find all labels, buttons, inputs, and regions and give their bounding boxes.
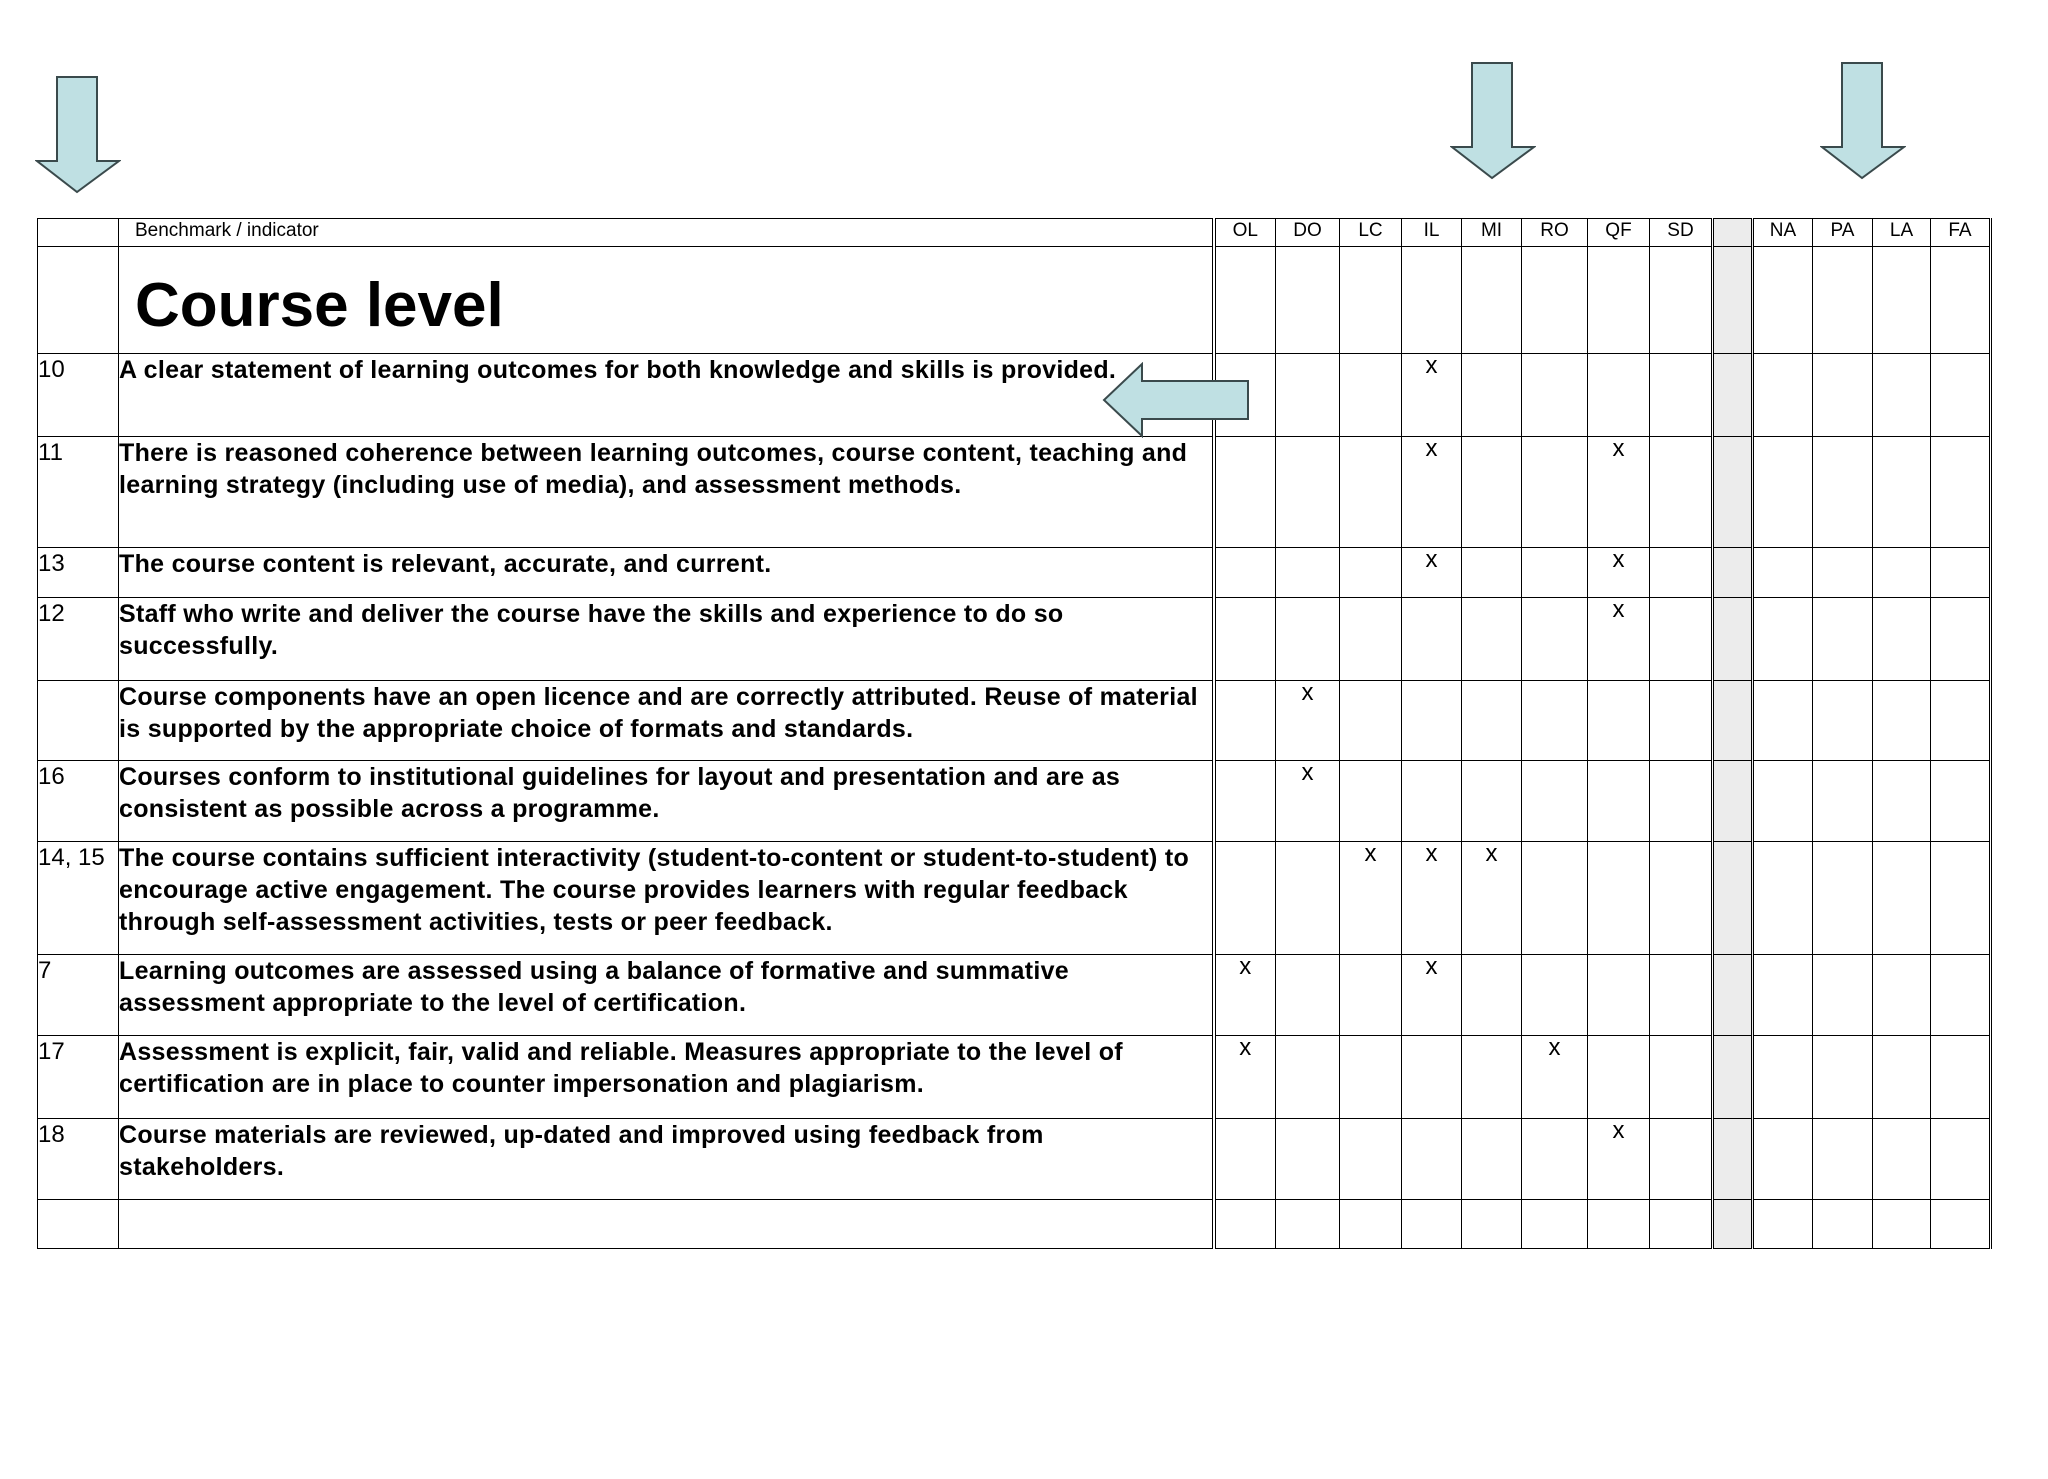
header-row [38,219,1991,247]
indicator-number [38,1200,119,1249]
mark-cell [1522,354,1588,437]
indicator-number: 7 [38,955,119,1036]
mark-cell [1340,761,1402,842]
table-row [38,1200,1991,1249]
column-header: FA [1931,219,1991,247]
mark-cell [1340,354,1402,437]
mark-cell: x [1340,842,1402,955]
mark-cell [1873,955,1931,1036]
section-title-cell [119,247,1214,354]
mark-cell [1522,761,1588,842]
mark-cell [1214,1119,1276,1200]
mark-cell: x [1276,681,1340,761]
mark-cell [1522,955,1588,1036]
mark-cell [1402,681,1462,761]
indicator-number: 13 [38,548,119,598]
mark-cell [1753,598,1813,681]
table-row [38,437,1991,548]
mark-cell [1340,1119,1402,1200]
mark-cell [1276,437,1340,548]
mark-cell [1813,548,1873,598]
arrow-down-icon [35,76,121,194]
mark-cell [1873,1119,1931,1200]
mark-cell [1214,437,1276,548]
section-title: Course level [135,271,504,340]
indicator-number: 10 [38,354,119,437]
separator-column [1713,1036,1753,1119]
separator-column [1713,548,1753,598]
mark-cell: x [1462,842,1522,955]
indicator-number: 16 [38,761,119,842]
mark-cell [1873,354,1931,437]
mark-cell [1931,681,1991,761]
mark-cell [1214,1200,1276,1249]
mark-cell [1522,1119,1588,1200]
column-header: QF [1588,219,1650,247]
mark-cell [1650,1036,1713,1119]
mark-cell [1462,1200,1522,1249]
mark-cell [1462,1119,1522,1200]
mark-cell [1650,548,1713,598]
mark-cell [1276,1119,1340,1200]
mark-cell: x [1402,955,1462,1036]
empty-cell [1931,247,1991,354]
mark-cell [1522,681,1588,761]
table-row [38,955,1991,1036]
mark-cell: x [1588,1119,1650,1200]
mark-cell [1650,437,1713,548]
column-header: SD [1650,219,1713,247]
empty-cell [1813,247,1873,354]
mark-cell [1753,681,1813,761]
mark-cell [1402,761,1462,842]
mark-cell [1462,548,1522,598]
mark-cell [1214,842,1276,955]
table-row [38,548,1991,598]
mark-cell [1931,354,1991,437]
mark-cell [1402,1200,1462,1249]
indicator-number: 11 [38,437,119,548]
indicator-number: 17 [38,1036,119,1119]
mark-cell: x [1588,437,1650,548]
mark-cell [1873,1200,1931,1249]
empty-cell [38,247,119,354]
mark-cell [1462,598,1522,681]
column-header: DO [1276,219,1340,247]
indicator-description: Course components have an open licence and are correctly attributed. Reuse of material is supported by the appropriate choice of formats and standards. [119,681,1214,761]
mark-cell: x [1402,842,1462,955]
mark-cell: x [1402,548,1462,598]
mark-cell [1931,842,1991,955]
mark-cell [1340,681,1402,761]
mark-cell [1522,842,1588,955]
mark-cell: x [1402,354,1462,437]
table-row [38,1119,1991,1200]
mark-cell: x [1214,1036,1276,1119]
mark-cell [1340,1036,1402,1119]
mark-cell [1931,955,1991,1036]
empty-cell [1214,247,1276,354]
empty-cell [1522,247,1588,354]
indicator-number: 12 [38,598,119,681]
mark-cell [1813,681,1873,761]
empty-cell [1650,247,1713,354]
mark-cell [1873,681,1931,761]
empty-cell [1402,247,1462,354]
mark-cell [1276,598,1340,681]
mark-cell [1462,761,1522,842]
mark-cell [1462,437,1522,548]
mark-cell [1650,955,1713,1036]
mark-cell [1402,1036,1462,1119]
indicator-number: 14, 15 [38,842,119,955]
mark-cell [1813,598,1873,681]
mark-cell [1588,955,1650,1036]
mark-cell [1650,1200,1713,1249]
mark-cell [1873,437,1931,548]
mark-cell [1214,761,1276,842]
column-header: LA [1873,219,1931,247]
table-row [38,598,1991,681]
mark-cell [1813,1200,1873,1249]
mark-cell [1873,548,1931,598]
mark-cell [1650,842,1713,955]
mark-cell [1276,842,1340,955]
mark-cell [1873,1036,1931,1119]
mark-cell [1931,437,1991,548]
separator-column [1713,437,1753,548]
num-header-cell [38,219,119,247]
empty-cell [1588,247,1650,354]
mark-cell [1522,548,1588,598]
mark-cell [1753,548,1813,598]
mark-cell [1402,1119,1462,1200]
mark-cell [1588,1200,1650,1249]
mark-cell [1813,354,1873,437]
mark-cell: x [1214,955,1276,1036]
mark-cell [1340,548,1402,598]
mark-cell [1588,761,1650,842]
mark-cell [1214,681,1276,761]
separator-column [1713,681,1753,761]
mark-cell [1813,1119,1873,1200]
mark-cell: x [1276,761,1340,842]
indicator-description: Assessment is explicit, fair, valid and reliable. Measures appropriate to the level of certification are in place to counter impersonation and plagiarism. [119,1036,1214,1119]
mark-cell [1462,354,1522,437]
benchmark-table [37,218,1992,1249]
indicator-description: The course contains sufficient interactivity (student-to-content or student-to-student) to encourage active engagement. The course provides learners with regular feedback through self-assessment activities, tests or peer feedback. [119,842,1214,955]
mark-cell [1402,598,1462,681]
mark-cell [1340,955,1402,1036]
separator-column [1713,354,1753,437]
mark-cell [1214,598,1276,681]
mark-cell [1753,955,1813,1036]
mark-cell [1276,354,1340,437]
mark-cell [1650,681,1713,761]
mark-cell [1813,955,1873,1036]
mark-cell [1340,598,1402,681]
indicator-description: Learning outcomes are assessed using a balance of formative and summative assessment appropriate to the level of certification. [119,955,1214,1036]
mark-cell [1588,354,1650,437]
section-title-row [38,247,1991,354]
indicator-number [38,681,119,761]
mark-cell [1276,548,1340,598]
mark-cell [1276,955,1340,1036]
separator-column [1713,1200,1753,1249]
column-header: RO [1522,219,1588,247]
mark-cell [1753,437,1813,548]
mark-cell [1276,1200,1340,1249]
mark-cell [1753,761,1813,842]
mark-cell [1873,598,1931,681]
empty-cell [1340,247,1402,354]
separator-column [1713,955,1753,1036]
mark-cell [1462,1036,1522,1119]
table-row [38,842,1991,955]
column-header: PA [1813,219,1873,247]
mark-cell [1650,1119,1713,1200]
indicator-description [119,1200,1214,1249]
indicator-description: The course content is relevant, accurate, and current. [119,548,1214,598]
mark-cell [1873,842,1931,955]
indicator-number: 18 [38,1119,119,1200]
column-header: LC [1340,219,1402,247]
empty-cell [1276,247,1340,354]
column-header: OL [1214,219,1276,247]
arrow-left-icon [1102,362,1250,438]
mark-cell [1753,1200,1813,1249]
mark-cell [1931,1119,1991,1200]
indicator-description: Courses conform to institutional guidelines for layout and presentation and are as consistent as possible across a programme. [119,761,1214,842]
mark-cell [1588,1036,1650,1119]
mark-cell [1931,1200,1991,1249]
mark-cell: x [1588,548,1650,598]
empty-cell [1873,247,1931,354]
mark-cell [1813,842,1873,955]
mark-cell [1813,1036,1873,1119]
mark-cell [1753,354,1813,437]
column-header: IL [1402,219,1462,247]
mark-cell [1931,548,1991,598]
mark-cell [1462,955,1522,1036]
mark-cell [1588,681,1650,761]
separator-column [1713,247,1753,354]
mark-cell [1650,598,1713,681]
empty-cell [1753,247,1813,354]
mark-cell: x [1402,437,1462,548]
arrow-down-icon [1450,62,1536,180]
mark-cell [1753,842,1813,955]
mark-cell [1931,598,1991,681]
mark-cell [1753,1119,1813,1200]
mark-cell [1873,761,1931,842]
separator-column [1713,1119,1753,1200]
mark-cell [1214,548,1276,598]
indicator-description: Course materials are reviewed, up-dated and improved using feedback from stakeholders. [119,1119,1214,1200]
indicator-description: A clear statement of learning outcomes for both knowledge and skills is provided. [119,354,1214,437]
description-header: Benchmark / indicator [119,219,1214,247]
mark-cell [1462,681,1522,761]
mark-cell: x [1522,1036,1588,1119]
table-row [38,1036,1991,1119]
mark-cell [1340,1200,1402,1249]
table-row [38,761,1991,842]
mark-cell [1522,598,1588,681]
mark-cell [1931,1036,1991,1119]
indicator-description: There is reasoned coherence between learning outcomes, course content, teaching and learning strategy (including use of media), and assessment methods. [119,437,1214,548]
mark-cell [1931,761,1991,842]
indicator-description: Staff who write and deliver the course have the skills and experience to do so successfully. [119,598,1214,681]
mark-cell [1276,1036,1340,1119]
mark-cell [1813,761,1873,842]
column-header: MI [1462,219,1522,247]
mark-cell [1340,437,1402,548]
mark-cell [1813,437,1873,548]
separator-column [1713,598,1753,681]
mark-cell [1588,842,1650,955]
table-row [38,354,1991,437]
mark-cell [1650,354,1713,437]
mark-cell [1650,761,1713,842]
mark-cell [1753,1036,1813,1119]
separator-column [1713,761,1753,842]
arrow-down-icon [1820,62,1906,180]
separator-column [1713,219,1753,247]
mark-cell: x [1588,598,1650,681]
column-header: NA [1753,219,1813,247]
separator-column [1713,842,1753,955]
mark-cell [1522,1200,1588,1249]
table-row [38,681,1991,761]
empty-cell [1462,247,1522,354]
mark-cell [1522,437,1588,548]
